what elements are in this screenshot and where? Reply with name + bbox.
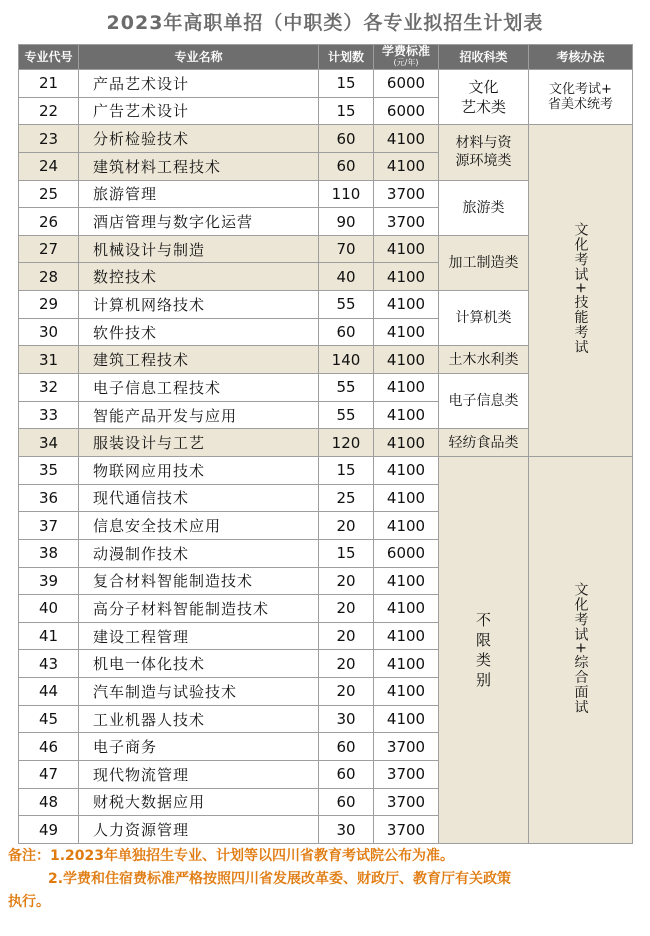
row-plan: 20: [319, 678, 374, 706]
category-materials-line2: 源环境类: [455, 153, 512, 170]
row-fee: 4100: [374, 374, 439, 402]
row-code: 24: [19, 152, 79, 180]
category-manufacturing: 加工制造类: [439, 235, 529, 290]
row-fee: 4100: [374, 125, 439, 153]
category-materials: [439, 125, 529, 180]
row-fee: 4100: [374, 567, 439, 595]
row-fee: 4100: [374, 622, 439, 650]
row-plan: 110: [319, 180, 374, 208]
row-name: 数控技术: [79, 263, 319, 291]
category-unlimited-char3: 类: [475, 650, 491, 669]
row-code: 28: [19, 263, 79, 291]
row-fee: 4100: [374, 678, 439, 706]
row-fee: 3700: [374, 816, 439, 844]
row-code: 29: [19, 291, 79, 319]
row-code: 35: [19, 456, 79, 484]
row-fee: 3700: [374, 788, 439, 816]
category-civil: 土木水利类: [439, 346, 529, 374]
row-fee: 4100: [374, 346, 439, 374]
category-unlimited-char2: 限: [475, 630, 491, 649]
row-name: 高分子材料智能制造技术: [79, 595, 319, 623]
row-plan: 90: [319, 208, 374, 236]
row-plan: 120: [319, 429, 374, 457]
category-electronics: 电子信息类: [439, 374, 529, 429]
row-name: 电子商务: [79, 733, 319, 761]
row-name: 建筑材料工程技术: [79, 152, 319, 180]
row-fee: 4100: [374, 152, 439, 180]
row-fee: 4100: [374, 318, 439, 346]
row-name: 旅游管理: [79, 180, 319, 208]
row-plan: 70: [319, 235, 374, 263]
header-category: 招收科类: [439, 45, 529, 70]
row-code: 36: [19, 484, 79, 512]
category-art: [439, 70, 529, 125]
row-plan: 20: [319, 650, 374, 678]
row-name: 现代通信技术: [79, 484, 319, 512]
row-code: 48: [19, 788, 79, 816]
row-code: 30: [19, 318, 79, 346]
row-plan: 55: [319, 374, 374, 402]
row-plan: 60: [319, 788, 374, 816]
row-plan: 60: [319, 733, 374, 761]
row-code: 23: [19, 125, 79, 153]
exam-skills: [529, 125, 633, 457]
row-fee: 4100: [374, 401, 439, 429]
row-name: 人力资源管理: [79, 816, 319, 844]
category-art-line1: 文化: [468, 78, 499, 97]
row-fee: 3700: [374, 208, 439, 236]
row-plan: 30: [319, 816, 374, 844]
row-code: 38: [19, 539, 79, 567]
row-name: 工业机器人技术: [79, 705, 319, 733]
notes: [8, 845, 644, 914]
row-fee: 4100: [374, 705, 439, 733]
row-code: 33: [19, 401, 79, 429]
row-plan: 60: [319, 761, 374, 789]
row-fee: 6000: [374, 97, 439, 125]
row-plan: 60: [319, 125, 374, 153]
row-name: 建设工程管理: [79, 622, 319, 650]
exam-skills-text: 文化考试+技能考试: [572, 222, 589, 355]
row-plan: 55: [319, 291, 374, 319]
row-code: 39: [19, 567, 79, 595]
category-art-line2: 艺术类: [460, 98, 506, 117]
row-plan: 15: [319, 456, 374, 484]
row-plan: 60: [319, 152, 374, 180]
row-fee: 4100: [374, 235, 439, 263]
table-row: [19, 125, 633, 153]
row-name: 建筑工程技术: [79, 346, 319, 374]
row-name: 计算机网络技术: [79, 291, 319, 319]
category-tourism: 旅游类: [439, 180, 529, 235]
category-unlimited-char1: 不: [475, 610, 491, 629]
row-name: 服装设计与工艺: [79, 429, 319, 457]
row-code: 37: [19, 512, 79, 540]
row-fee: 4100: [374, 263, 439, 291]
exam-interview: [529, 456, 633, 843]
category-unlimited: [439, 456, 529, 843]
row-name: 机电一体化技术: [79, 650, 319, 678]
row-name: 产品艺术设计: [79, 70, 319, 98]
header-fee-unit: (元/年): [393, 58, 419, 67]
row-plan: 20: [319, 567, 374, 595]
row-plan: 40: [319, 263, 374, 291]
exam-art-line1: 文化考试+: [549, 82, 612, 98]
row-code: 49: [19, 816, 79, 844]
row-code: 34: [19, 429, 79, 457]
row-code: 22: [19, 97, 79, 125]
table-row: [19, 70, 633, 98]
category-unlimited-char4: 别: [475, 670, 491, 689]
header-code: 专业代号: [19, 45, 79, 70]
header-name: 专业名称: [79, 45, 319, 70]
exam-art-line2: 省美术统考: [547, 97, 613, 113]
row-fee: 6000: [374, 539, 439, 567]
row-code: 32: [19, 374, 79, 402]
row-code: 25: [19, 180, 79, 208]
row-plan: 60: [319, 318, 374, 346]
row-fee: 3700: [374, 761, 439, 789]
row-plan: 15: [319, 97, 374, 125]
row-code: 46: [19, 733, 79, 761]
row-name: 软件技术: [79, 318, 319, 346]
table-header-row: [19, 45, 633, 70]
category-materials-line1: 材料与资: [455, 135, 512, 152]
row-code: 21: [19, 70, 79, 98]
category-computer: 计算机类: [439, 291, 529, 346]
row-name: 机械设计与制造: [79, 235, 319, 263]
row-fee: 4100: [374, 291, 439, 319]
row-name: 财税大数据应用: [79, 788, 319, 816]
row-code: 40: [19, 595, 79, 623]
row-plan: 25: [319, 484, 374, 512]
row-plan: 55: [319, 401, 374, 429]
row-fee: 6000: [374, 70, 439, 98]
note-2: 2.学费和住宿费标准严格按照四川省发展改革委、财政厅、教育厅有关政策: [48, 871, 512, 887]
header-plan: 计划数: [319, 45, 374, 70]
exam-interview-text: 文化考试+综合面试: [572, 581, 589, 715]
header-exam: 考核办法: [529, 45, 633, 70]
row-name: 广告艺术设计: [79, 97, 319, 125]
row-code: 44: [19, 678, 79, 706]
row-name: 动漫制作技术: [79, 539, 319, 567]
row-fee: 4100: [374, 650, 439, 678]
row-name: 分析检验技术: [79, 125, 319, 153]
row-name: 智能产品开发与应用: [79, 401, 319, 429]
header-fee-label: 学费标准: [381, 44, 430, 58]
row-code: 45: [19, 705, 79, 733]
row-name: 物联网应用技术: [79, 456, 319, 484]
row-plan: 20: [319, 512, 374, 540]
row-code: 26: [19, 208, 79, 236]
row-code: 27: [19, 235, 79, 263]
page-title: 2023年高职单招（中职类）各专业拟招生计划表: [106, 12, 544, 34]
row-name: 复合材料智能制造技术: [79, 567, 319, 595]
row-name: 电子信息工程技术: [79, 374, 319, 402]
row-plan: 30: [319, 705, 374, 733]
row-fee: 4100: [374, 484, 439, 512]
row-name: 汽车制造与试验技术: [79, 678, 319, 706]
row-plan: 15: [319, 539, 374, 567]
row-fee: 4100: [374, 429, 439, 457]
note-3: 执行。: [8, 894, 50, 910]
row-fee: 4100: [374, 512, 439, 540]
row-plan: 20: [319, 595, 374, 623]
row-plan: 20: [319, 622, 374, 650]
enrollment-plan-table: [18, 44, 633, 844]
row-fee: 3700: [374, 180, 439, 208]
row-fee: 4100: [374, 456, 439, 484]
row-fee: 4100: [374, 595, 439, 623]
row-code: 47: [19, 761, 79, 789]
header-fee: [374, 45, 439, 70]
row-code: 41: [19, 622, 79, 650]
row-plan: 140: [319, 346, 374, 374]
row-code: 43: [19, 650, 79, 678]
category-textile: 轻纺食品类: [439, 429, 529, 457]
row-fee: 3700: [374, 733, 439, 761]
row-name: 酒店管理与数字化运营: [79, 208, 319, 236]
table-row: [19, 456, 633, 484]
row-name: 信息安全技术应用: [79, 512, 319, 540]
row-code: 31: [19, 346, 79, 374]
exam-art: [529, 70, 633, 125]
row-name: 现代物流管理: [79, 761, 319, 789]
note-1: 备注：1.2023年单独招生专业、计划等以四川省教育考试院公布为准。: [8, 848, 455, 864]
row-plan: 15: [319, 70, 374, 98]
